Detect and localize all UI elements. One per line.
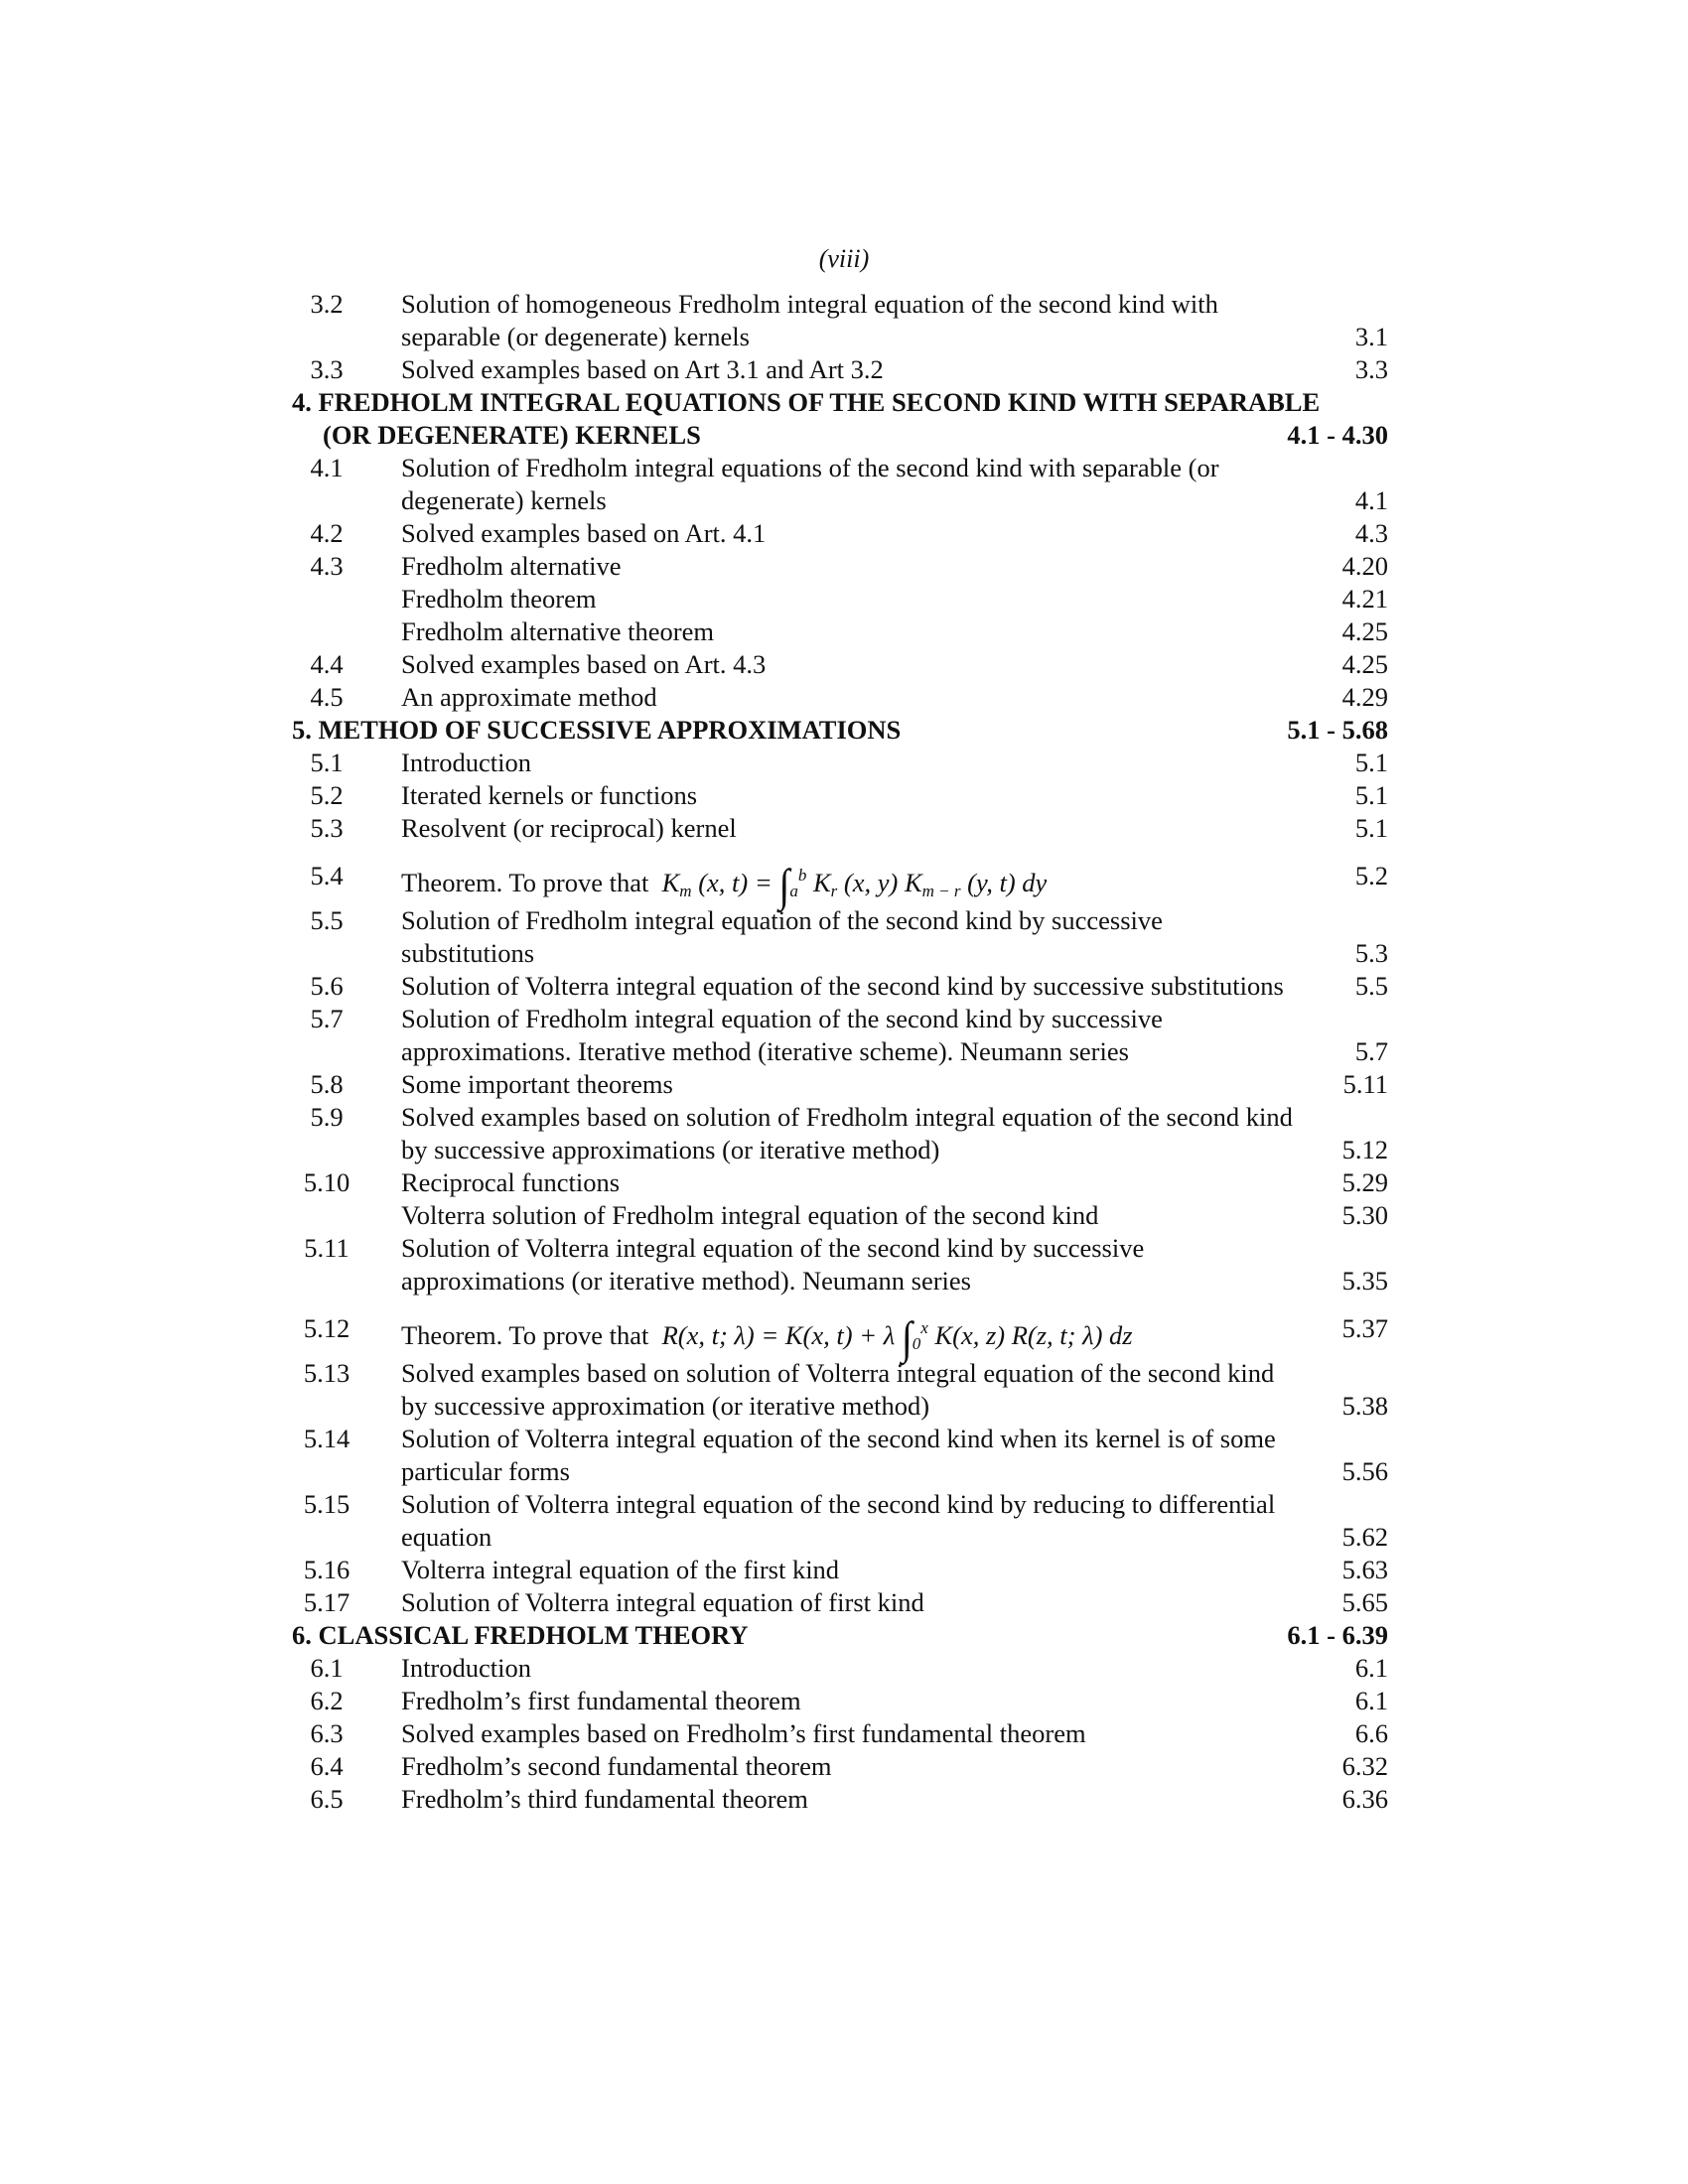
entry-title: Solved examples based on Art. 4.1 — [401, 518, 767, 548]
chapter-page-range: 6.1 - 6.39 — [1287, 1620, 1388, 1650]
entry-title: Theorem. To prove that — [401, 1320, 649, 1350]
entry-number: 5.12 — [303, 1313, 351, 1343]
formula-kernel-theorem: $K_m$ (x, $t) = \int_a^b$ $K_r$ (x, y) $K_{m - r}$ (y, t) dy — [661, 859, 1048, 911]
chapter-title: (OR DEGENERATE) KERNELS — [323, 420, 701, 450]
entry-number: 5.3 — [310, 813, 344, 843]
toc-entry-5-14 — [292, 1423, 1388, 1455]
entry-title: Some important theorems — [401, 1069, 673, 1099]
chapter-title: 6. CLASSICAL FREDHOLM THEORY — [292, 1620, 749, 1650]
entry-title: degenerate) kernels — [401, 485, 607, 515]
toc-entry-5-4 — [292, 845, 1388, 911]
entry-page: 5.29 — [1341, 1167, 1388, 1197]
entry-page: 5.37 — [1341, 1313, 1388, 1343]
entry-title: Fredholm alternative — [401, 551, 622, 581]
entry-page: 5.11 — [1342, 1069, 1388, 1099]
entry-page: 6.32 — [1341, 1751, 1388, 1781]
entry-page: 3.3 — [1354, 354, 1388, 384]
entry-title: Solution of Volterra integral equation of the second kind by reducing to differential — [401, 1489, 1276, 1519]
entry-page: 6.36 — [1341, 1784, 1388, 1814]
toc-entry-4-2 — [292, 517, 1388, 550]
toc-entry-5-7-cont — [292, 1035, 1388, 1068]
entry-title: Iterated kernels or functions — [401, 780, 698, 810]
entry-number: 5.9 — [310, 1102, 344, 1132]
entry-number: 5.17 — [303, 1587, 351, 1617]
entry-title: equation — [401, 1522, 492, 1552]
toc-entry-5-17 — [292, 1586, 1388, 1619]
entry-page: 5.3 — [1354, 938, 1388, 968]
entry-page: 5.1 — [1354, 813, 1388, 843]
entry-page: 5.56 — [1341, 1456, 1388, 1486]
entry-title: Fredholm alternative theorem — [401, 616, 714, 646]
entry-title: particular forms — [401, 1456, 570, 1486]
toc-entry-5-15 — [292, 1488, 1388, 1521]
entry-title: Solved examples based on Fredholm’s first fundamental theorem — [401, 1718, 1086, 1748]
entry-number: 3.2 — [310, 289, 344, 319]
entry-page: 4.29 — [1341, 682, 1388, 712]
entry-title: Fredholm’s second fundamental theorem — [401, 1751, 832, 1781]
entry-title: Introduction — [401, 1653, 531, 1683]
toc-entry-5-9-cont — [292, 1134, 1388, 1166]
chapter-heading-5 — [292, 714, 1388, 747]
chapter-heading-4 — [292, 386, 1388, 419]
toc-entry-4-5 — [292, 681, 1388, 714]
chapter-title: 4. FREDHOLM INTEGRAL EQUATIONS OF THE SECOND KIND WITH SEPARABLE — [292, 387, 1321, 417]
entry-number: 5.14 — [303, 1424, 351, 1453]
toc-entry-5-11-cont — [292, 1265, 1388, 1297]
entry-title: substitutions — [401, 938, 535, 968]
entry-page: 5.62 — [1341, 1522, 1388, 1552]
entry-number: 6.2 — [310, 1686, 344, 1715]
chapter-heading-4-cont — [292, 419, 1388, 452]
toc-entry-4-3 — [292, 550, 1388, 583]
toc-entry-volterra-solution — [292, 1199, 1388, 1232]
toc-entry-fredholm-alternative-theorem — [292, 615, 1388, 648]
toc-entry-3-2 — [292, 288, 1388, 321]
entry-number: 4.3 — [310, 551, 344, 581]
entry-page: 4.3 — [1354, 518, 1388, 548]
toc-entry-5-1 — [292, 747, 1388, 779]
toc-entry-fredholm-theorem — [292, 583, 1388, 615]
toc-entry-6-1 — [292, 1652, 1388, 1685]
entry-number: 6.4 — [310, 1751, 344, 1781]
toc-entry-5-15-cont — [292, 1521, 1388, 1554]
toc-entry-5-13-cont — [292, 1390, 1388, 1423]
entry-page: 4.25 — [1341, 649, 1388, 679]
entry-page: 6.6 — [1354, 1718, 1388, 1748]
entry-title: Fredholm’s first fundamental theorem — [401, 1686, 801, 1715]
entry-title: Resolvent (or reciprocal) kernel — [401, 813, 737, 843]
entry-title: Solution of Volterra integral equation of the second kind by successive substitutions — [401, 971, 1284, 1001]
entry-number: 4.1 — [310, 453, 344, 482]
entry-title: Volterra solution of Fredholm integral equation of the second kind — [401, 1200, 1099, 1230]
toc-entry-4-1-cont — [292, 484, 1388, 517]
toc-entry-5-5-cont — [292, 937, 1388, 970]
entry-number: 5.6 — [310, 971, 344, 1001]
toc-entry-6-3 — [292, 1717, 1388, 1750]
entry-page: 5.63 — [1341, 1555, 1388, 1584]
entry-page: 3.1 — [1354, 322, 1388, 351]
entry-title: Solution of Fredholm integral equation of the second kind by successive — [401, 1004, 1163, 1033]
toc-entry-5-8 — [292, 1068, 1388, 1101]
entry-page: 4.21 — [1341, 584, 1388, 614]
entry-number: 5.15 — [303, 1489, 351, 1519]
chapter-page-range: 4.1 - 4.30 — [1287, 420, 1388, 450]
entry-number: 5.5 — [310, 905, 344, 935]
entry-number: 4.2 — [310, 518, 344, 548]
entry-title: by successive approximation (or iterative method) — [401, 1391, 930, 1421]
entry-title: Theorem. To prove that — [401, 868, 649, 897]
table-of-contents — [292, 288, 1388, 1816]
entry-number: 4.5 — [310, 682, 344, 712]
toc-entry-3-2-cont — [292, 321, 1388, 353]
entry-number: 4.4 — [310, 649, 344, 679]
entry-page: 4.25 — [1341, 616, 1388, 646]
entry-title: Solved examples based on Art. 4.3 — [401, 649, 767, 679]
toc-entry-5-11 — [292, 1232, 1388, 1265]
entry-page: 5.1 — [1354, 748, 1388, 777]
entry-page: 5.65 — [1341, 1587, 1388, 1617]
entry-number: 6.1 — [310, 1653, 344, 1683]
entry-title: Volterra integral equation of the first kind — [401, 1555, 840, 1584]
entry-page: 5.2 — [1354, 861, 1388, 890]
chapter-heading-6 — [292, 1619, 1388, 1652]
entry-title: by successive approximations (or iterative method) — [401, 1135, 940, 1164]
entry-title: Solution of Volterra integral equation of the second kind by successive — [401, 1233, 1145, 1263]
entry-title: Solution of Fredholm integral equations of the second kind with separable (or — [401, 453, 1219, 482]
entry-number: 5.16 — [303, 1555, 351, 1584]
entry-title: Solution of Volterra integral equation of first kind — [401, 1587, 924, 1617]
entry-title: Solution of Fredholm integral equation of the second kind by successive — [401, 905, 1163, 935]
entry-page: 6.1 — [1354, 1686, 1388, 1715]
entry-page: 5.35 — [1341, 1266, 1388, 1296]
entry-title: An approximate method — [401, 682, 657, 712]
entry-title: Fredholm’s third fundamental theorem — [401, 1784, 808, 1814]
entry-number: 5.8 — [310, 1069, 344, 1099]
entry-title: Fredholm theorem — [401, 584, 597, 614]
chapter-title: 5. METHOD OF SUCCESSIVE APPROXIMATIONS — [292, 715, 902, 745]
entry-number: 6.3 — [310, 1718, 344, 1748]
entry-number: 5.2 — [310, 780, 344, 810]
toc-entry-5-9 — [292, 1101, 1388, 1134]
toc-entry-5-5 — [292, 904, 1388, 937]
entry-title: Reciprocal functions — [401, 1167, 621, 1197]
entry-title: Solution of homogeneous Fredholm integral equation of the second kind with — [401, 289, 1218, 319]
toc-entry-5-7 — [292, 1003, 1388, 1035]
toc-entry-6-4 — [292, 1750, 1388, 1783]
entry-page: 6.1 — [1354, 1653, 1388, 1683]
toc-entry-5-6 — [292, 970, 1388, 1003]
entry-title: approximations (or iterative method). Neumann series — [401, 1266, 971, 1296]
entry-number: 5.1 — [310, 748, 344, 777]
chapter-page-range: 5.1 - 5.68 — [1287, 715, 1388, 745]
toc-entry-3-3 — [292, 353, 1388, 386]
toc-entry-6-2 — [292, 1685, 1388, 1717]
entry-page: 5.12 — [1341, 1135, 1388, 1164]
toc-entry-4-4 — [292, 648, 1388, 681]
toc-entry-5-10 — [292, 1166, 1388, 1199]
toc-entry-4-1 — [292, 452, 1388, 484]
entry-number: 5.4 — [310, 861, 344, 890]
entry-number: 5.10 — [303, 1167, 351, 1197]
entry-title: approximations. Iterative method (iterative scheme). Neumann series — [401, 1036, 1129, 1066]
entry-title: Solved examples based on Art 3.1 and Art 3.2 — [401, 354, 884, 384]
entry-number: 5.13 — [303, 1358, 351, 1388]
entry-number: 5.11 — [304, 1233, 350, 1263]
toc-entry-6-5 — [292, 1783, 1388, 1816]
page-number: (viii) — [818, 244, 870, 273]
toc-entry-5-14-cont — [292, 1455, 1388, 1488]
entry-page: 4.20 — [1341, 551, 1388, 581]
entry-number: 5.7 — [310, 1004, 344, 1033]
entry-title: separable (or degenerate) kernels — [401, 322, 750, 351]
entry-title: Solution of Volterra integral equation of the second kind when its kernel is of some — [401, 1424, 1276, 1453]
entry-number: 3.3 — [310, 354, 344, 384]
entry-page: 5.30 — [1341, 1200, 1388, 1230]
entry-page: 5.5 — [1354, 971, 1388, 1001]
toc-entry-5-2 — [292, 779, 1388, 812]
toc-entry-5-3 — [292, 812, 1388, 845]
entry-title: Solved examples based on solution of Volterra integral equation of the second kind — [401, 1358, 1275, 1388]
toc-entry-5-16 — [292, 1554, 1388, 1586]
toc-entry-5-12 — [292, 1297, 1388, 1364]
entry-number: 6.5 — [310, 1784, 344, 1814]
entry-page: 5.38 — [1341, 1391, 1388, 1421]
entry-title: Solved examples based on solution of Fredholm integral equation of the second kind — [401, 1102, 1293, 1132]
formula-resolvent-theorem: R(x, t; λ) = K(x, t) + λ $\int_0^x$ K(x, z) R(z, t; λ) dz — [661, 1311, 1133, 1364]
entry-page: 4.1 — [1354, 485, 1388, 515]
entry-page: 5.7 — [1354, 1036, 1388, 1066]
entry-page: 5.1 — [1354, 780, 1388, 810]
entry-title: Introduction — [401, 748, 531, 777]
toc-entry-5-13 — [292, 1357, 1388, 1390]
